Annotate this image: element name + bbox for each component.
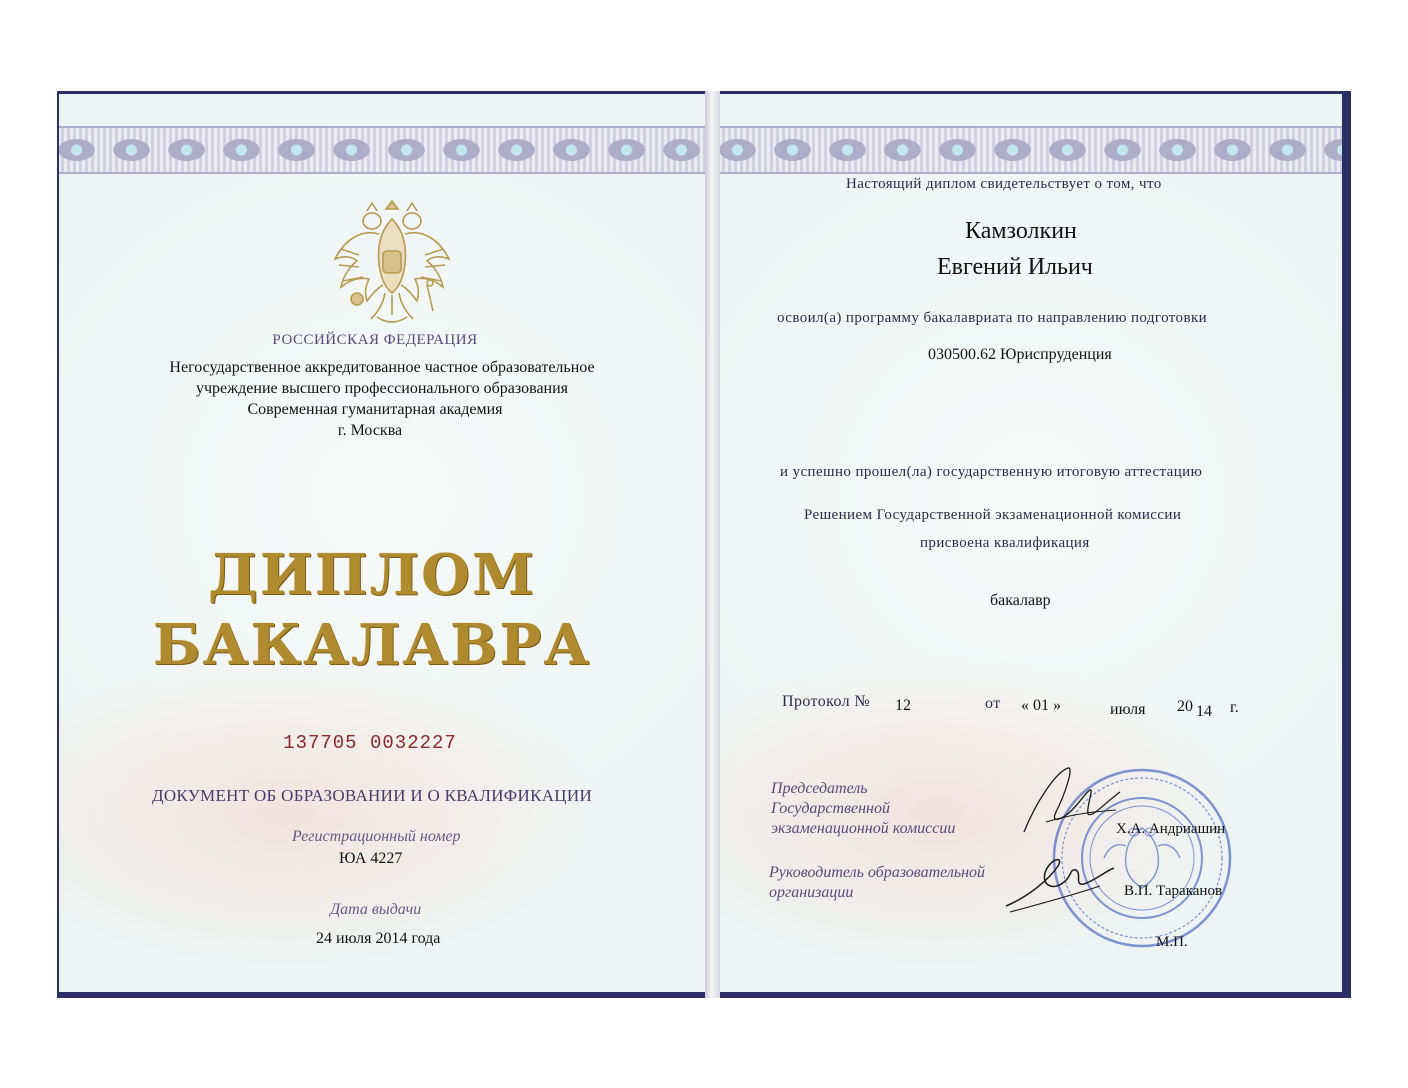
diploma-spine (705, 91, 720, 998)
diploma-right-page (720, 94, 1342, 992)
chairman-name: Х.А. Андриашин (1116, 821, 1226, 837)
country-name: РОССИЙСКАЯ ФЕДЕРАЦИЯ (272, 332, 478, 348)
serial-number: 137705 0032227 (283, 732, 457, 754)
ornamental-band (59, 126, 705, 174)
diploma-title-line-1: ДИПЛОМ (208, 542, 536, 608)
head-label-line-1: Руководитель образовательной (769, 864, 986, 881)
protocol-year-suffix: 14 (1196, 703, 1212, 720)
diploma-title-line-2: БАКАЛАВРА (152, 612, 592, 678)
document-type: ДОКУМЕНТ ОБ ОБРАЗОВАНИИ И О КВАЛИФИКАЦИИ (151, 786, 593, 805)
double-headed-eagle-emblem-icon (327, 189, 457, 334)
program-statement: освоил(а) программу бакалавриата по направлению подготовки (777, 310, 1208, 326)
issue-date-label: Дата выдачи (330, 901, 422, 918)
head-signature-icon (1000, 846, 1120, 916)
diploma-left-page (59, 94, 705, 992)
chairman-signature-icon (1016, 762, 1126, 842)
protocol-month: июля (1110, 701, 1146, 718)
qualification: бакалавр (990, 592, 1051, 609)
graduate-surname: Камзолкин (965, 218, 1077, 244)
protocol-from-label: от (985, 695, 1001, 712)
head-name: В.П. Тараканов (1124, 883, 1223, 899)
program-name: 030500.62 Юриспруденция (928, 346, 1112, 363)
graduate-given-names: Евгений Ильич (937, 254, 1093, 280)
attestation-statement: и успешно прошел(ла) государственную итоговую аттестацию (780, 464, 1203, 480)
issue-date: 24 июля 2014 года (316, 930, 441, 947)
protocol-year-prefix: 20 (1177, 698, 1193, 715)
organization-line-2: учреждение высшего профессионального образования (195, 380, 569, 397)
certification-intro: Настоящий диплом свидетельствует о том, что (846, 176, 1162, 192)
organization-name: Современная гуманитарная академия (247, 401, 503, 418)
protocol-year-unit: г. (1230, 699, 1239, 716)
seal-place-label: М.П. (1156, 934, 1188, 950)
commission-decision-line-2: присвоена квалификация (920, 535, 1090, 551)
organization-city: г. Москва (337, 422, 403, 439)
protocol-day: « 01 » (1021, 697, 1061, 714)
head-label-line-2: организации (769, 884, 854, 901)
protocol-number: 12 (895, 697, 911, 714)
chairman-label-line-1: Председатель (771, 780, 868, 797)
organization-line-1: Негосударственное аккредитованное частное образовательное (169, 359, 595, 376)
registration-number: ЮА 4227 (339, 850, 403, 867)
ornamental-band (720, 126, 1342, 174)
chairman-label-line-3: экзаменационной комиссии (771, 820, 956, 837)
commission-decision-line-1: Решением Государственной экзаменационной комиссии (804, 507, 1182, 523)
protocol-label: Протокол № (782, 693, 871, 710)
chairman-label-line-2: Государственной (771, 800, 890, 817)
registration-number-label: Регистрационный номер (292, 828, 461, 845)
